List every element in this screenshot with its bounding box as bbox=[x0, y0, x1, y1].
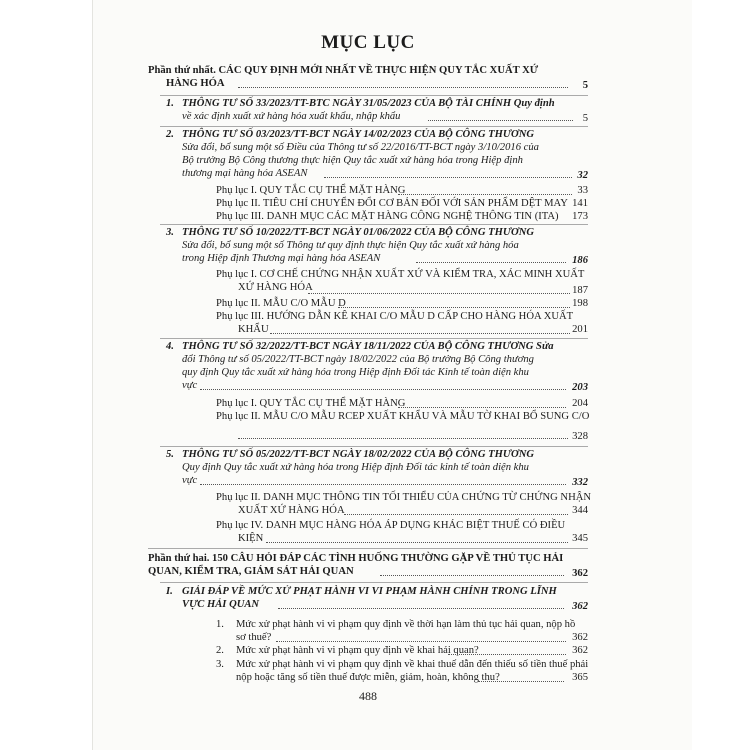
s3-line3: trong Hiệp định Thương mại hàng hóa ASEAN bbox=[182, 253, 381, 264]
leader-dots bbox=[398, 194, 572, 195]
q3-line2: nộp hoặc tăng số tiền thuế được miễn, giảm, hoàn, không thu? bbox=[236, 672, 500, 683]
s3-appendix2: Phụ lục II. MẪU C/O MẪU D bbox=[216, 298, 346, 309]
s5-page: 332 bbox=[572, 477, 588, 488]
table-of-contents bbox=[148, 0, 592, 750]
divider bbox=[160, 446, 588, 447]
s4-appendix2: Phụ lục II. MẪU C/O MẪU RCEP XUẤT KHẨU VÀ MẪU TỜ KHAI BỔ SUNG C/O bbox=[216, 411, 590, 422]
part1-heading-line1: Phần thứ nhất. CÁC QUY ĐỊNH MỚI NHẤT VỀ THỰC HIỆN QUY TẮC XUẤT XỨ bbox=[148, 65, 539, 76]
divider bbox=[160, 95, 588, 96]
part1-heading-line2: HÀNG HÓA bbox=[166, 78, 225, 89]
s2-appendix1: Phụ lục I. QUY TẮC CỤ THỂ MẶT HÀNG bbox=[216, 185, 406, 196]
leader-dots bbox=[324, 177, 572, 178]
q2-page: 362 bbox=[572, 645, 588, 656]
s2-line1: THÔNG TƯ SỐ 03/2023/TT-BCT NGÀY 14/02/2023 CỦA BỘ CÔNG THƯƠNG bbox=[182, 129, 534, 140]
s4-line4: vực bbox=[182, 380, 198, 391]
s2-appendix1-page: 33 bbox=[577, 185, 588, 196]
s4-appendix2-page: 328 bbox=[572, 431, 588, 442]
q1-line1: Mức xử phạt hành vi vi phạm quy định về thời hạn làm thủ tục hải quan, nộp hồ bbox=[236, 619, 576, 630]
secI-line2: VỰC HẢI QUAN bbox=[182, 599, 260, 610]
s2-appendix2: Phụ lục II. TIÊU CHÍ CHUYỂN ĐỔI CƠ BẢN ĐỐI VỚI SẢN PHẨM DỆT MAY bbox=[216, 198, 568, 209]
s2-page: 32 bbox=[577, 170, 588, 181]
s5-appendix1-line1: Phụ lục II. DANH MỤC THÔNG TIN TỐI THIỂU CỦA CHỨNG TỪ CHỨNG NHẬN bbox=[216, 492, 592, 503]
leader-dots bbox=[338, 307, 570, 308]
leader-dots bbox=[380, 575, 564, 576]
q3-number: 3. bbox=[216, 659, 224, 670]
s4-number: 4. bbox=[166, 341, 174, 352]
s3-number: 3. bbox=[166, 227, 174, 238]
s3-page: 186 bbox=[572, 255, 588, 266]
leader-dots bbox=[276, 641, 566, 642]
s2-appendix2-page: 141 bbox=[572, 198, 588, 209]
leader-dots bbox=[200, 484, 566, 485]
s1-number: 1. bbox=[166, 98, 174, 109]
s5-number: 5. bbox=[166, 449, 174, 460]
s5-line3: vực bbox=[182, 475, 198, 486]
s3-appendix3-line1: Phụ lục III. HƯỚNG DẪN KÊ KHAI C/O MẪU D CẤP CHO HÀNG HÓA XUẤT bbox=[216, 311, 574, 322]
leader-dots bbox=[238, 87, 568, 88]
s5-appendix1-page: 344 bbox=[572, 505, 588, 516]
s4-page: 203 bbox=[572, 382, 588, 393]
s5-line2: Quy định Quy tắc xuất xứ hàng hóa trong Hiệp định Đối tác kinh tế toàn diện khu bbox=[182, 462, 529, 473]
q2-line1: Mức xử phạt hành vi vi phạm quy định về khai hải quan? bbox=[236, 645, 479, 656]
leader-dots bbox=[278, 608, 564, 609]
s1-page: 5 bbox=[582, 113, 588, 124]
s5-appendix2-page: 345 bbox=[572, 533, 588, 544]
q1-number: 1. bbox=[216, 619, 224, 630]
s4-line2: đổi Thông tư số 05/2022/TT-BCT ngày 18/02/2022 của Bộ trưởng Bộ Công thương bbox=[182, 354, 534, 365]
s3-line2: Sửa đổi, bổ sung một số Thông tư quy định thực hiện Quy tắc xuất xứ hàng hóa bbox=[182, 240, 519, 251]
s3-appendix1-line2: XỨ HÀNG HÓA bbox=[238, 282, 313, 293]
s4-appendix1-page: 204 bbox=[572, 398, 588, 409]
s4-appendix1: Phụ lục I. QUY TẮC CỤ THỂ MẶT HÀNG bbox=[216, 398, 406, 409]
page-number: 488 bbox=[359, 689, 377, 703]
leader-dots bbox=[200, 389, 566, 390]
s3-appendix2-page: 198 bbox=[572, 298, 588, 309]
s4-line3: quy định Quy tắc xuất xứ hàng hóa trong Hiệp định Đối tác Kinh tế toàn diện khu bbox=[182, 367, 529, 378]
s2-line2: Sửa đổi, bổ sung một số Điều của Thông tư số 22/2016/TT-BCT ngày 3/10/2016 của bbox=[182, 142, 539, 153]
s1-line2: về xác định xuất xứ hàng hóa xuất khẩu, nhập khẩu bbox=[182, 111, 401, 122]
s3-line1: THÔNG TƯ SỐ 10/2022/TT-BCT NGÀY 01/06/2022 CỦA BỘ CÔNG THƯƠNG bbox=[182, 227, 534, 238]
divider bbox=[160, 582, 588, 583]
leader-dots bbox=[238, 438, 568, 439]
s2-line3: Bộ trưởng Bộ Công thương thực hiện Quy tắc xuất xứ hàng hóa trong Hiệp định bbox=[182, 155, 523, 166]
divider bbox=[160, 224, 588, 225]
s5-appendix1-line2: XUẤT XỨ HÀNG HÓA bbox=[238, 505, 345, 516]
leader-dots bbox=[448, 654, 566, 655]
leader-dots bbox=[308, 293, 570, 294]
s3-appendix3-line2: KHẨU bbox=[238, 324, 269, 335]
leader-dots bbox=[270, 333, 570, 334]
s5-line1: THÔNG TƯ SỐ 05/2022/TT-BCT NGÀY 18/02/2022 CỦA BỘ CÔNG THƯƠNG bbox=[182, 449, 534, 460]
leader-dots bbox=[344, 514, 568, 515]
s3-appendix1-page: 187 bbox=[572, 285, 588, 296]
s1-line1: THÔNG TƯ SỐ 33/2023/TT-BTC NGÀY 31/05/2023 CỦA BỘ TÀI CHÍNH Quy định bbox=[182, 98, 555, 109]
part2-heading-line2: QUAN, KIỂM TRA, GIÁM SÁT HẢI QUAN bbox=[148, 566, 354, 577]
q2-number: 2. bbox=[216, 645, 224, 656]
s2-appendix3-page: 173 bbox=[572, 211, 588, 222]
page-title: MỤC LỤC bbox=[321, 32, 415, 53]
part2-heading-line1: Phần thứ hai. 150 CÂU HỎI ĐÁP CÁC TÌNH HUỐNG THƯỜNG GẶP VỀ THỦ TỤC HẢI bbox=[148, 553, 564, 564]
secI-number: I. bbox=[166, 586, 173, 597]
divider bbox=[160, 338, 588, 339]
s2-number: 2. bbox=[166, 129, 174, 140]
leader-dots bbox=[416, 262, 566, 263]
leader-dots bbox=[428, 120, 573, 121]
secI-line1: GIẢI ĐÁP VỀ MỨC XỬ PHẠT HÀNH VI VI PHẠM HÀNH CHÍNH TRONG LĨNH bbox=[182, 586, 557, 597]
part2-page: 362 bbox=[572, 568, 588, 579]
secI-page: 362 bbox=[572, 601, 588, 612]
s4-line1: THÔNG TƯ SỐ 32/2022/TT-BCT NGÀY 18/11/2022 CỦA BỘ CÔNG THƯƠNG Sửa bbox=[182, 341, 554, 352]
leader-dots bbox=[478, 681, 564, 682]
q1-page: 362 bbox=[572, 632, 588, 643]
leader-dots bbox=[398, 407, 566, 408]
q3-page: 365 bbox=[572, 672, 588, 683]
s2-appendix3: Phụ lục III. DANH MỤC CÁC MẶT HÀNG CÔNG NGHỆ THÔNG TIN (ITA) bbox=[216, 211, 559, 222]
s5-appendix2-line1: Phụ lục IV. DANH MỤC HÀNG HÓA ÁP DỤNG KHÁC BIỆT THUẾ CÓ ĐIỀU bbox=[216, 520, 566, 531]
q1-line2: sơ thuế? bbox=[236, 632, 272, 643]
divider bbox=[148, 548, 588, 549]
s3-appendix1-line1: Phụ lục I. CƠ CHẾ CHỨNG NHẬN XUẤT XỨ VÀ KIỂM TRA, XÁC MINH XUẤT bbox=[216, 269, 585, 280]
q3-line1: Mức xử phạt hành vi vi phạm quy định về khai thuế dẫn đến thiếu số tiền thuế phải bbox=[236, 659, 589, 670]
leader-dots bbox=[266, 542, 568, 543]
divider bbox=[160, 126, 588, 127]
s3-appendix3-page: 201 bbox=[572, 324, 588, 335]
s2-line4: thương mại hàng hóa ASEAN bbox=[182, 168, 308, 179]
s5-appendix2-line2: KIỆN bbox=[238, 533, 264, 544]
part1-page: 5 bbox=[582, 80, 588, 91]
